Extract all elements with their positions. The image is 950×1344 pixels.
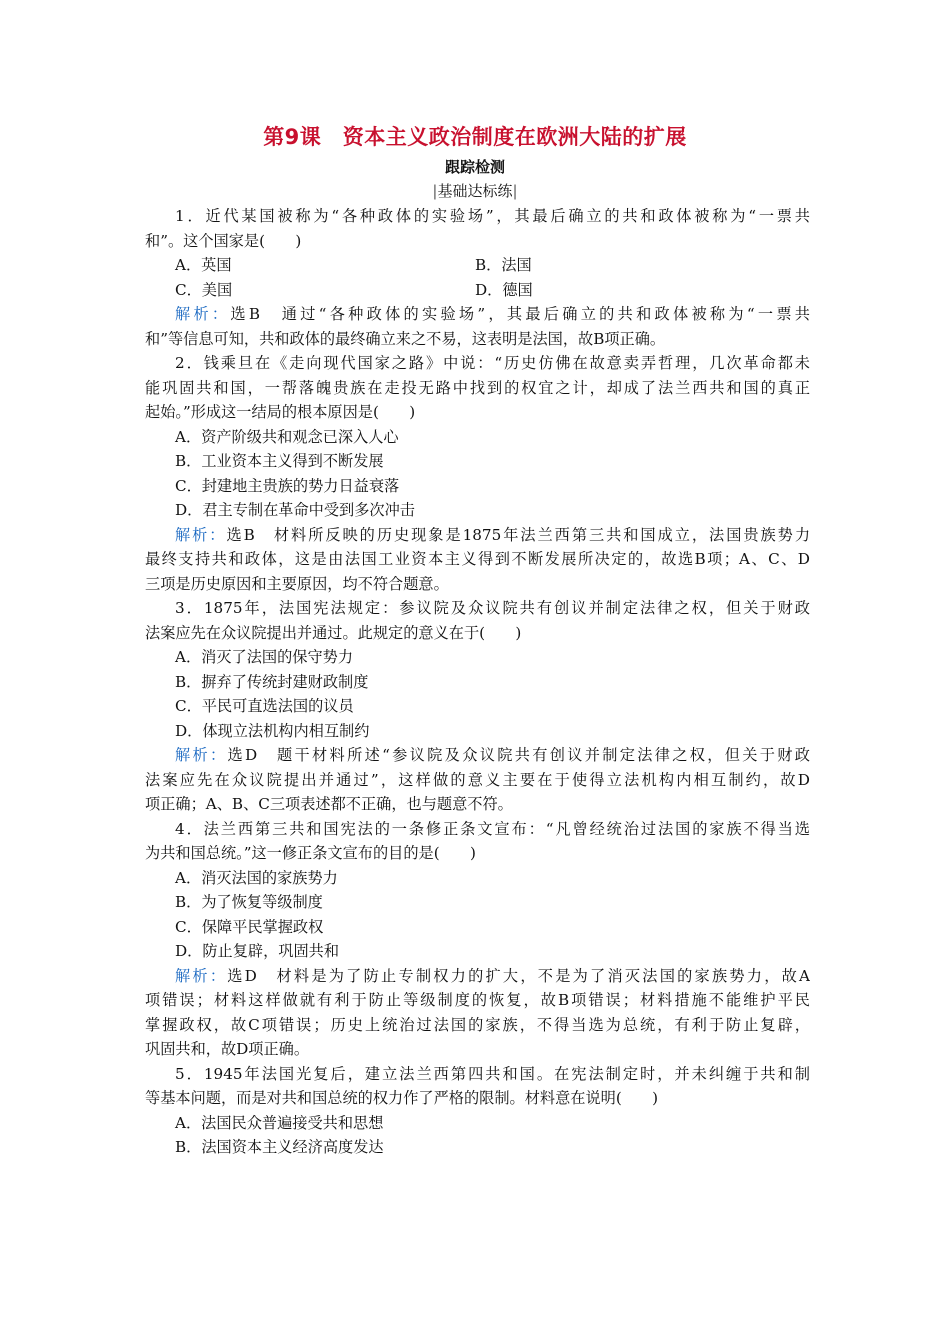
option-b[interactable]: B．工业资本主义得到不断发展 <box>175 452 384 470</box>
analysis-line: 三项是历史原因和主要原因，均不符合题意。 <box>145 574 449 593</box>
option-d[interactable]: D．君主专制在革命中受到多次冲击 <box>175 501 415 519</box>
option-a[interactable]: A．消灭了法国的保守势力 <box>175 648 354 666</box>
analysis-label: 解析： <box>175 746 228 764</box>
option-b[interactable]: B．摒弃了传统封建财政制度 <box>175 672 369 691</box>
analysis-line: 项正确；A、B、C三项表述都不正确，也与题意不符。 <box>145 795 513 813</box>
section-title: 基础达标练 <box>437 182 513 200</box>
analysis-line: 项错误；材料这样做就有利于防止等级制度的恢复，故B项错误；材料措施不能维护平民 <box>145 991 810 1009</box>
question-4 <box>145 817 810 1062</box>
analysis-label: 解析： <box>175 305 231 323</box>
question-stem-line: 起始。”形成这一结局的根本原因是( ) <box>145 403 416 421</box>
option-a[interactable]: A．资产阶级共和观念已深入人心 <box>175 427 399 446</box>
question-stem-line: 法案应先在众议院提出并通过。此规定的意义在于( ) <box>145 623 522 642</box>
option-a[interactable]: A．英国 <box>175 256 232 274</box>
question-stem-line: 等基本问题，而是对共和国总统的权力作了严格的限制。材料意在说明( ) <box>145 1089 659 1107</box>
question-1 <box>145 204 810 351</box>
section-left-bar: | <box>432 182 438 200</box>
analysis-label: 解析： <box>175 525 227 544</box>
question-stem-line: 2．钱乘旦在《走向现代国家之路》中说：“历史仿佛在故意卖弄哲理，几次革命都未 <box>175 354 810 372</box>
analysis-label: 解析： <box>175 966 228 985</box>
question-stem-line: 为共和国总统。”这一修正条文宣布的目的是( ) <box>145 844 476 862</box>
analysis-line: 和”等信息可知，共和政体的最终确立来之不易，这表明是法国，故B项正确。 <box>145 329 666 348</box>
question-stem-line: 5．1945年法国光复后，建立法兰西第四共和国。在宪法制定时，并未纠缠于共和制 <box>175 1064 810 1083</box>
analysis-line <box>145 523 810 548</box>
option-d[interactable]: D．德国 <box>475 280 533 299</box>
question-3 <box>145 596 810 817</box>
option-b[interactable]: B．法国 <box>475 256 532 274</box>
analysis-text: 选B 通过“各种政体的实验场”，其最后确立的共和政体被称为“一票共 <box>230 305 810 323</box>
page-title: 第9课 资本主义政治制度在欧洲大陆的扩展 <box>263 125 687 149</box>
analysis-text: 选B 材料所反映的历史现象是1875年法兰西第三共和国成立，法国贵族势力 <box>226 525 810 544</box>
analysis-line <box>145 964 810 989</box>
option-d[interactable]: D．防止复辟，巩固共和 <box>175 942 340 960</box>
option-c[interactable]: C．保障平民掌握政权 <box>175 917 324 936</box>
option-row <box>145 253 810 278</box>
analysis-text: 选D 材料是为了防止专制权力的扩大，不是为了消灭法国的家族势力，故A <box>227 966 810 985</box>
option-a[interactable]: A．消灭法国的家族势力 <box>175 868 338 887</box>
option-row <box>145 278 810 303</box>
analysis-line: 最终支持共和政体，这是由法国工业资本主义得到不断发展所决定的，故选B项；A、C、D <box>145 550 810 568</box>
question-stem-line: 1．近代某国被称为“各种政体的实验场”，其最后确立的共和政体被称为“一票共 <box>175 207 810 225</box>
question-stem-line: 4．法兰西第三共和国宪法的一条修正条文宣布：“凡曾经统治过法国的家族不得当选 <box>175 819 810 838</box>
analysis-line <box>145 743 810 768</box>
option-c[interactable]: C．美国 <box>175 280 233 299</box>
option-b[interactable]: B．为了恢复等级制度 <box>175 893 323 911</box>
option-d[interactable]: D．体现立法机构内相互制约 <box>175 721 370 740</box>
analysis-line: 掌握政权，故C项错误；历史上统治过法国的家族，不得当选为总统，有利于防止复辟， <box>145 1015 810 1034</box>
question-5 <box>145 1062 810 1160</box>
question-stem-line: 3．1875年，法国宪法规定：参议院及众议院共有创议并制定法律之权，但关于财政 <box>175 599 810 617</box>
option-c[interactable]: C．封建地主贵族的势力日益衰落 <box>175 476 400 495</box>
question-2 <box>145 351 810 596</box>
option-a[interactable]: A．法国民众普遍接受共和思想 <box>175 1113 384 1132</box>
question-stem-line: 和”。这个国家是( ) <box>145 231 302 250</box>
analysis-line <box>145 302 810 327</box>
analysis-text: 选D 题干材料所述“参议院及众议院共有创议并制定法律之权，但关于财政 <box>227 746 810 764</box>
page-subtitle: 跟踪检测 <box>444 158 505 176</box>
section-right-bar: | <box>512 182 518 200</box>
section-label <box>0 181 950 201</box>
option-b[interactable]: B．法国资本主义经济高度发达 <box>175 1138 384 1156</box>
analysis-line: 法案应先在众议院提出并通过”，这样做的意义主要在于使得立法机构内相互制约，故D <box>145 770 810 789</box>
question-list <box>145 204 810 1160</box>
analysis-line: 巩固共和，故D项正确。 <box>145 1040 310 1058</box>
question-stem-line: 能巩固共和国，一帮落魄贵族在走投无路中找到的权宜之计，却成了法兰西共和国的真正 <box>145 378 810 397</box>
option-c[interactable]: C．平民可直选法国的议员 <box>175 697 354 715</box>
